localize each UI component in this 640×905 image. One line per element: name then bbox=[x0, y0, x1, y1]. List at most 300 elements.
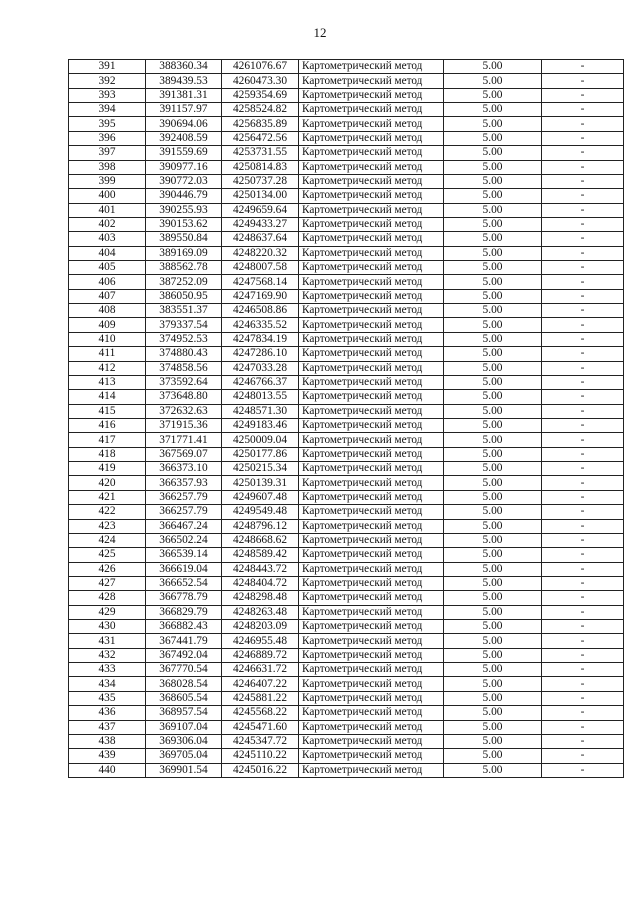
y-coordinate-cell: 4246889.72 bbox=[222, 648, 299, 662]
accuracy-cell: 5.00 bbox=[444, 246, 542, 260]
table-row bbox=[69, 462, 624, 476]
note-cell: - bbox=[542, 734, 624, 748]
y-coordinate-cell: 4247568.14 bbox=[222, 275, 299, 289]
note-cell: - bbox=[542, 634, 624, 648]
note-cell: - bbox=[542, 375, 624, 389]
point-number-cell: 438 bbox=[69, 734, 146, 748]
note-cell: - bbox=[542, 289, 624, 303]
note-cell: - bbox=[542, 548, 624, 562]
accuracy-cell: 5.00 bbox=[444, 332, 542, 346]
method-cell: Картометрический метод bbox=[299, 734, 444, 748]
y-coordinate-cell: 4245110.22 bbox=[222, 749, 299, 763]
x-coordinate-cell: 389550.84 bbox=[146, 232, 222, 246]
method-cell: Картометрический метод bbox=[299, 189, 444, 203]
y-coordinate-cell: 4248443.72 bbox=[222, 562, 299, 576]
table-row bbox=[69, 289, 624, 303]
table-row bbox=[69, 318, 624, 332]
y-coordinate-cell: 4248298.48 bbox=[222, 591, 299, 605]
accuracy-cell: 5.00 bbox=[444, 648, 542, 662]
accuracy-cell: 5.00 bbox=[444, 404, 542, 418]
accuracy-cell: 5.00 bbox=[444, 261, 542, 275]
accuracy-cell: 5.00 bbox=[444, 304, 542, 318]
table-row bbox=[69, 347, 624, 361]
accuracy-cell: 5.00 bbox=[444, 289, 542, 303]
method-cell: Картометрический метод bbox=[299, 361, 444, 375]
point-number-cell: 413 bbox=[69, 375, 146, 389]
table-row bbox=[69, 533, 624, 547]
x-coordinate-cell: 371915.36 bbox=[146, 418, 222, 432]
x-coordinate-cell: 366373.10 bbox=[146, 462, 222, 476]
method-cell: Картометрический метод bbox=[299, 418, 444, 432]
accuracy-cell: 5.00 bbox=[444, 117, 542, 131]
table-row bbox=[69, 418, 624, 432]
point-number-cell: 396 bbox=[69, 131, 146, 145]
table-row bbox=[69, 232, 624, 246]
y-coordinate-cell: 4250814.83 bbox=[222, 160, 299, 174]
note-cell: - bbox=[542, 533, 624, 547]
accuracy-cell: 5.00 bbox=[444, 189, 542, 203]
accuracy-cell: 5.00 bbox=[444, 131, 542, 145]
table-row bbox=[69, 648, 624, 662]
x-coordinate-cell: 388562.78 bbox=[146, 261, 222, 275]
table-row bbox=[69, 505, 624, 519]
y-coordinate-cell: 4245016.22 bbox=[222, 763, 299, 777]
y-coordinate-cell: 4246631.72 bbox=[222, 663, 299, 677]
point-number-cell: 430 bbox=[69, 620, 146, 634]
y-coordinate-cell: 4246766.37 bbox=[222, 375, 299, 389]
y-coordinate-cell: 4249433.27 bbox=[222, 217, 299, 231]
x-coordinate-cell: 371771.41 bbox=[146, 433, 222, 447]
x-coordinate-cell: 373592.64 bbox=[146, 375, 222, 389]
coordinates-table bbox=[68, 59, 624, 778]
x-coordinate-cell: 366467.24 bbox=[146, 519, 222, 533]
point-number-cell: 391 bbox=[69, 60, 146, 74]
point-number-cell: 407 bbox=[69, 289, 146, 303]
method-cell: Картометрический метод bbox=[299, 60, 444, 74]
x-coordinate-cell: 390153.62 bbox=[146, 217, 222, 231]
note-cell: - bbox=[542, 576, 624, 590]
point-number-cell: 392 bbox=[69, 74, 146, 88]
point-number-cell: 433 bbox=[69, 663, 146, 677]
table-row bbox=[69, 691, 624, 705]
point-number-cell: 420 bbox=[69, 476, 146, 490]
note-cell: - bbox=[542, 447, 624, 461]
x-coordinate-cell: 369705.04 bbox=[146, 749, 222, 763]
method-cell: Картометрический метод bbox=[299, 576, 444, 590]
table-row bbox=[69, 634, 624, 648]
method-cell: Картометрический метод bbox=[299, 289, 444, 303]
x-coordinate-cell: 366257.79 bbox=[146, 505, 222, 519]
x-coordinate-cell: 368957.54 bbox=[146, 706, 222, 720]
note-cell: - bbox=[542, 677, 624, 691]
point-number-cell: 431 bbox=[69, 634, 146, 648]
accuracy-cell: 5.00 bbox=[444, 74, 542, 88]
accuracy-cell: 5.00 bbox=[444, 519, 542, 533]
note-cell: - bbox=[542, 462, 624, 476]
point-number-cell: 398 bbox=[69, 160, 146, 174]
x-coordinate-cell: 366502.24 bbox=[146, 533, 222, 547]
y-coordinate-cell: 4248796.12 bbox=[222, 519, 299, 533]
y-coordinate-cell: 4249183.46 bbox=[222, 418, 299, 432]
method-cell: Картометрический метод bbox=[299, 332, 444, 346]
y-coordinate-cell: 4246508.86 bbox=[222, 304, 299, 318]
point-number-cell: 408 bbox=[69, 304, 146, 318]
note-cell: - bbox=[542, 74, 624, 88]
note-cell: - bbox=[542, 217, 624, 231]
point-number-cell: 406 bbox=[69, 275, 146, 289]
point-number-cell: 414 bbox=[69, 390, 146, 404]
note-cell: - bbox=[542, 763, 624, 777]
table-row bbox=[69, 548, 624, 562]
note-cell: - bbox=[542, 160, 624, 174]
accuracy-cell: 5.00 bbox=[444, 232, 542, 246]
x-coordinate-cell: 367492.04 bbox=[146, 648, 222, 662]
method-cell: Картометрический метод bbox=[299, 117, 444, 131]
note-cell: - bbox=[542, 519, 624, 533]
method-cell: Картометрический метод bbox=[299, 433, 444, 447]
point-number-cell: 437 bbox=[69, 720, 146, 734]
note-cell: - bbox=[542, 648, 624, 662]
table-row bbox=[69, 447, 624, 461]
point-number-cell: 434 bbox=[69, 677, 146, 691]
y-coordinate-cell: 4247834.19 bbox=[222, 332, 299, 346]
y-coordinate-cell: 4248668.62 bbox=[222, 533, 299, 547]
table-row bbox=[69, 275, 624, 289]
table-row bbox=[69, 189, 624, 203]
note-cell: - bbox=[542, 418, 624, 432]
method-cell: Картометрический метод bbox=[299, 217, 444, 231]
y-coordinate-cell: 4259354.69 bbox=[222, 88, 299, 102]
point-number-cell: 403 bbox=[69, 232, 146, 246]
table-row bbox=[69, 217, 624, 231]
x-coordinate-cell: 366882.43 bbox=[146, 620, 222, 634]
point-number-cell: 417 bbox=[69, 433, 146, 447]
x-coordinate-cell: 391559.69 bbox=[146, 146, 222, 160]
method-cell: Картометрический метод bbox=[299, 375, 444, 389]
x-coordinate-cell: 366778.79 bbox=[146, 591, 222, 605]
y-coordinate-cell: 4245568.22 bbox=[222, 706, 299, 720]
table-row bbox=[69, 304, 624, 318]
accuracy-cell: 5.00 bbox=[444, 347, 542, 361]
y-coordinate-cell: 4248203.09 bbox=[222, 620, 299, 634]
note-cell: - bbox=[542, 203, 624, 217]
method-cell: Картометрический метод bbox=[299, 591, 444, 605]
note-cell: - bbox=[542, 404, 624, 418]
accuracy-cell: 5.00 bbox=[444, 447, 542, 461]
method-cell: Картометрический метод bbox=[299, 390, 444, 404]
method-cell: Картометрический метод bbox=[299, 146, 444, 160]
x-coordinate-cell: 379337.54 bbox=[146, 318, 222, 332]
point-number-cell: 401 bbox=[69, 203, 146, 217]
point-number-cell: 418 bbox=[69, 447, 146, 461]
table-row bbox=[69, 174, 624, 188]
point-number-cell: 440 bbox=[69, 763, 146, 777]
y-coordinate-cell: 4250215.34 bbox=[222, 462, 299, 476]
x-coordinate-cell: 390255.93 bbox=[146, 203, 222, 217]
page-number: 12 bbox=[313, 25, 327, 40]
table-row bbox=[69, 160, 624, 174]
accuracy-cell: 5.00 bbox=[444, 605, 542, 619]
method-cell: Картометрический метод bbox=[299, 131, 444, 145]
table-row bbox=[69, 476, 624, 490]
accuracy-cell: 5.00 bbox=[444, 763, 542, 777]
y-coordinate-cell: 4258524.82 bbox=[222, 103, 299, 117]
y-coordinate-cell: 4247286.10 bbox=[222, 347, 299, 361]
note-cell: - bbox=[542, 591, 624, 605]
note-cell: - bbox=[542, 476, 624, 490]
point-number-cell: 402 bbox=[69, 217, 146, 231]
x-coordinate-cell: 392408.59 bbox=[146, 131, 222, 145]
table-row bbox=[69, 60, 624, 74]
y-coordinate-cell: 4245471.60 bbox=[222, 720, 299, 734]
accuracy-cell: 5.00 bbox=[444, 548, 542, 562]
accuracy-cell: 5.00 bbox=[444, 576, 542, 590]
accuracy-cell: 5.00 bbox=[444, 60, 542, 74]
accuracy-cell: 5.00 bbox=[444, 620, 542, 634]
x-coordinate-cell: 374952.53 bbox=[146, 332, 222, 346]
table-row bbox=[69, 203, 624, 217]
point-number-cell: 399 bbox=[69, 174, 146, 188]
y-coordinate-cell: 4253731.55 bbox=[222, 146, 299, 160]
method-cell: Картометрический метод bbox=[299, 318, 444, 332]
x-coordinate-cell: 366619.04 bbox=[146, 562, 222, 576]
coordinates-table-body bbox=[69, 60, 624, 778]
accuracy-cell: 5.00 bbox=[444, 375, 542, 389]
method-cell: Картометрический метод bbox=[299, 533, 444, 547]
y-coordinate-cell: 4256472.56 bbox=[222, 131, 299, 145]
accuracy-cell: 5.00 bbox=[444, 318, 542, 332]
y-coordinate-cell: 4248404.72 bbox=[222, 576, 299, 590]
accuracy-cell: 5.00 bbox=[444, 361, 542, 375]
method-cell: Картометрический метод bbox=[299, 634, 444, 648]
table-row bbox=[69, 146, 624, 160]
method-cell: Картометрический метод bbox=[299, 88, 444, 102]
x-coordinate-cell: 368605.54 bbox=[146, 691, 222, 705]
table-row bbox=[69, 706, 624, 720]
point-number-cell: 429 bbox=[69, 605, 146, 619]
point-number-cell: 412 bbox=[69, 361, 146, 375]
method-cell: Картометрический метод bbox=[299, 275, 444, 289]
note-cell: - bbox=[542, 103, 624, 117]
method-cell: Картометрический метод bbox=[299, 519, 444, 533]
method-cell: Картометрический метод bbox=[299, 677, 444, 691]
note-cell: - bbox=[542, 706, 624, 720]
accuracy-cell: 5.00 bbox=[444, 146, 542, 160]
note-cell: - bbox=[542, 620, 624, 634]
note-cell: - bbox=[542, 347, 624, 361]
point-number-cell: 432 bbox=[69, 648, 146, 662]
y-coordinate-cell: 4250134.00 bbox=[222, 189, 299, 203]
point-number-cell: 435 bbox=[69, 691, 146, 705]
table-row bbox=[69, 88, 624, 102]
note-cell: - bbox=[542, 232, 624, 246]
method-cell: Картометрический метод bbox=[299, 304, 444, 318]
accuracy-cell: 5.00 bbox=[444, 663, 542, 677]
method-cell: Картометрический метод bbox=[299, 763, 444, 777]
x-coordinate-cell: 369901.54 bbox=[146, 763, 222, 777]
y-coordinate-cell: 4250177.86 bbox=[222, 447, 299, 461]
x-coordinate-cell: 366829.79 bbox=[146, 605, 222, 619]
y-coordinate-cell: 4246407.22 bbox=[222, 677, 299, 691]
table-row bbox=[69, 74, 624, 88]
table-row bbox=[69, 490, 624, 504]
note-cell: - bbox=[542, 663, 624, 677]
accuracy-cell: 5.00 bbox=[444, 591, 542, 605]
note-cell: - bbox=[542, 275, 624, 289]
note-cell: - bbox=[542, 60, 624, 74]
y-coordinate-cell: 4247033.28 bbox=[222, 361, 299, 375]
x-coordinate-cell: 369107.04 bbox=[146, 720, 222, 734]
x-coordinate-cell: 374880.43 bbox=[146, 347, 222, 361]
x-coordinate-cell: 383551.37 bbox=[146, 304, 222, 318]
y-coordinate-cell: 4248263.48 bbox=[222, 605, 299, 619]
table-row bbox=[69, 361, 624, 375]
accuracy-cell: 5.00 bbox=[444, 160, 542, 174]
x-coordinate-cell: 367441.79 bbox=[146, 634, 222, 648]
table-row bbox=[69, 763, 624, 777]
method-cell: Картометрический метод bbox=[299, 447, 444, 461]
y-coordinate-cell: 4246335.52 bbox=[222, 318, 299, 332]
x-coordinate-cell: 386050.95 bbox=[146, 289, 222, 303]
point-number-cell: 421 bbox=[69, 490, 146, 504]
table-row bbox=[69, 749, 624, 763]
accuracy-cell: 5.00 bbox=[444, 418, 542, 432]
point-number-cell: 428 bbox=[69, 591, 146, 605]
accuracy-cell: 5.00 bbox=[444, 490, 542, 504]
accuracy-cell: 5.00 bbox=[444, 275, 542, 289]
accuracy-cell: 5.00 bbox=[444, 88, 542, 102]
x-coordinate-cell: 372632.63 bbox=[146, 404, 222, 418]
method-cell: Картометрический метод bbox=[299, 620, 444, 634]
table-row bbox=[69, 720, 624, 734]
method-cell: Картометрический метод bbox=[299, 232, 444, 246]
point-number-cell: 436 bbox=[69, 706, 146, 720]
method-cell: Картометрический метод bbox=[299, 749, 444, 763]
point-number-cell: 424 bbox=[69, 533, 146, 547]
table-row bbox=[69, 332, 624, 346]
table-row bbox=[69, 404, 624, 418]
note-cell: - bbox=[542, 361, 624, 375]
point-number-cell: 410 bbox=[69, 332, 146, 346]
point-number-cell: 416 bbox=[69, 418, 146, 432]
point-number-cell: 411 bbox=[69, 347, 146, 361]
table-row bbox=[69, 390, 624, 404]
y-coordinate-cell: 4248220.32 bbox=[222, 246, 299, 260]
x-coordinate-cell: 388360.34 bbox=[146, 60, 222, 74]
table-row bbox=[69, 663, 624, 677]
accuracy-cell: 5.00 bbox=[444, 462, 542, 476]
note-cell: - bbox=[542, 131, 624, 145]
method-cell: Картометрический метод bbox=[299, 505, 444, 519]
accuracy-cell: 5.00 bbox=[444, 433, 542, 447]
note-cell: - bbox=[542, 562, 624, 576]
note-cell: - bbox=[542, 318, 624, 332]
accuracy-cell: 5.00 bbox=[444, 390, 542, 404]
point-number-cell: 404 bbox=[69, 246, 146, 260]
accuracy-cell: 5.00 bbox=[444, 720, 542, 734]
accuracy-cell: 5.00 bbox=[444, 476, 542, 490]
note-cell: - bbox=[542, 304, 624, 318]
method-cell: Картометрический метод bbox=[299, 663, 444, 677]
method-cell: Картометрический метод bbox=[299, 404, 444, 418]
x-coordinate-cell: 369306.04 bbox=[146, 734, 222, 748]
table-row bbox=[69, 734, 624, 748]
x-coordinate-cell: 391157.97 bbox=[146, 103, 222, 117]
y-coordinate-cell: 4248571.30 bbox=[222, 404, 299, 418]
method-cell: Картометрический метод bbox=[299, 261, 444, 275]
note-cell: - bbox=[542, 605, 624, 619]
point-number-cell: 426 bbox=[69, 562, 146, 576]
y-coordinate-cell: 4248637.64 bbox=[222, 232, 299, 246]
note-cell: - bbox=[542, 146, 624, 160]
table-row bbox=[69, 261, 624, 275]
method-cell: Картометрический метод bbox=[299, 720, 444, 734]
accuracy-cell: 5.00 bbox=[444, 505, 542, 519]
note-cell: - bbox=[542, 749, 624, 763]
point-number-cell: 427 bbox=[69, 576, 146, 590]
table-row bbox=[69, 433, 624, 447]
accuracy-cell: 5.00 bbox=[444, 634, 542, 648]
y-coordinate-cell: 4250139.31 bbox=[222, 476, 299, 490]
y-coordinate-cell: 4245881.22 bbox=[222, 691, 299, 705]
x-coordinate-cell: 389439.53 bbox=[146, 74, 222, 88]
method-cell: Картометрический метод bbox=[299, 490, 444, 504]
accuracy-cell: 5.00 bbox=[444, 677, 542, 691]
method-cell: Картометрический метод bbox=[299, 203, 444, 217]
x-coordinate-cell: 390694.06 bbox=[146, 117, 222, 131]
y-coordinate-cell: 4261076.67 bbox=[222, 60, 299, 74]
accuracy-cell: 5.00 bbox=[444, 749, 542, 763]
note-cell: - bbox=[542, 246, 624, 260]
x-coordinate-cell: 368028.54 bbox=[146, 677, 222, 691]
y-coordinate-cell: 4245347.72 bbox=[222, 734, 299, 748]
point-number-cell: 405 bbox=[69, 261, 146, 275]
x-coordinate-cell: 366257.79 bbox=[146, 490, 222, 504]
x-coordinate-cell: 366652.54 bbox=[146, 576, 222, 590]
point-number-cell: 394 bbox=[69, 103, 146, 117]
method-cell: Картометрический метод bbox=[299, 648, 444, 662]
method-cell: Картометрический метод bbox=[299, 476, 444, 490]
method-cell: Картометрический метод bbox=[299, 706, 444, 720]
table-row bbox=[69, 620, 624, 634]
y-coordinate-cell: 4248589.42 bbox=[222, 548, 299, 562]
note-cell: - bbox=[542, 332, 624, 346]
method-cell: Картометрический метод bbox=[299, 174, 444, 188]
y-coordinate-cell: 4250009.04 bbox=[222, 433, 299, 447]
table-row bbox=[69, 591, 624, 605]
y-coordinate-cell: 4247169.90 bbox=[222, 289, 299, 303]
x-coordinate-cell: 389169.09 bbox=[146, 246, 222, 260]
note-cell: - bbox=[542, 174, 624, 188]
note-cell: - bbox=[542, 691, 624, 705]
point-number-cell: 395 bbox=[69, 117, 146, 131]
method-cell: Картометрический метод bbox=[299, 605, 444, 619]
method-cell: Картометрический метод bbox=[299, 74, 444, 88]
method-cell: Картометрический метод bbox=[299, 548, 444, 562]
method-cell: Картометрический метод bbox=[299, 562, 444, 576]
x-coordinate-cell: 374858.56 bbox=[146, 361, 222, 375]
accuracy-cell: 5.00 bbox=[444, 562, 542, 576]
note-cell: - bbox=[542, 189, 624, 203]
table-row bbox=[69, 117, 624, 131]
table-row bbox=[69, 677, 624, 691]
x-coordinate-cell: 391381.31 bbox=[146, 88, 222, 102]
note-cell: - bbox=[542, 88, 624, 102]
x-coordinate-cell: 387252.09 bbox=[146, 275, 222, 289]
point-number-cell: 415 bbox=[69, 404, 146, 418]
accuracy-cell: 5.00 bbox=[444, 691, 542, 705]
table-row bbox=[69, 103, 624, 117]
